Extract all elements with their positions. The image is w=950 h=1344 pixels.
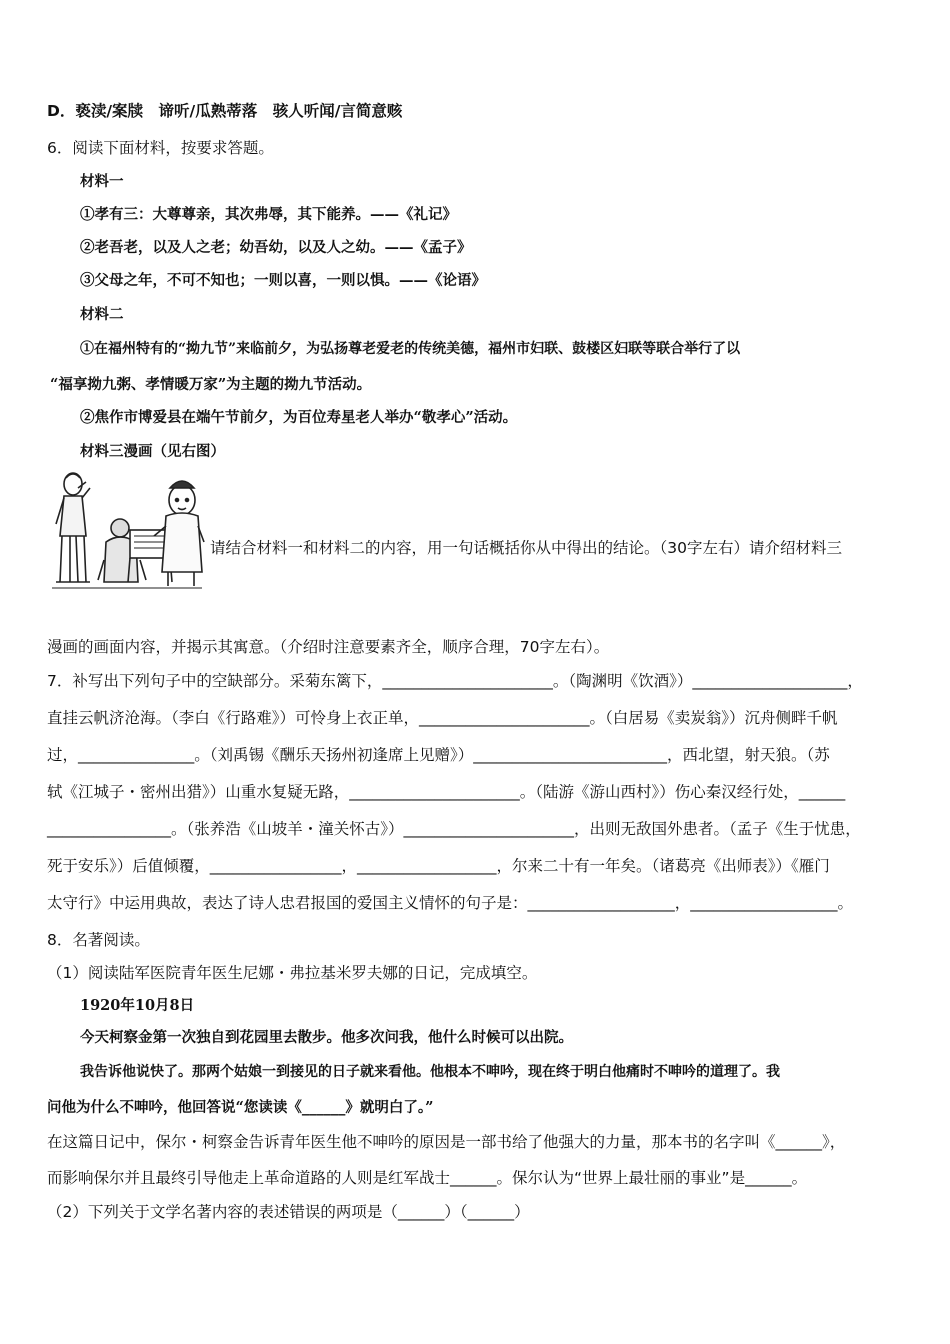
q7-line-7: 太守行》中运用典故，表达了诗人忠君报国的爱国主义情怀的句子是：___________________，___________________。: [47, 894, 854, 912]
diary-paragraph-2-line2: 问他为什么不呻吟，他回答说“您读读《______》就明白了。”: [47, 1099, 434, 1116]
q7-line-2: 直挂云帆济沧海。（李白《行路难》）可怜身上衣正单，______________________。（白居易《卖炭翁》）沉舟侧畔千帆: [47, 709, 838, 727]
material2-item1-line1: ①在福州特有的“拗九节”来临前夕，为弘扬尊老爱老的传统美德，福州市妇联、鼓楼区妇联等联合举行了以: [80, 341, 741, 357]
material2-title: 材料二: [80, 306, 124, 323]
q5-option-d: D．亵渎/案牍 谛听/瓜熟蒂落 骇人听闻/言简意赅: [47, 102, 403, 120]
material1-item-2: ②老吾老，以及人之老；幼吾幼，以及人之幼。——《孟子》: [80, 239, 472, 256]
q6-question-line1: 请结合材料一和材料二的内容，用一句话概括你从中得出的结论。（30字左右）请介绍材料三: [210, 539, 842, 557]
material1-item-1: ①孝有三：大尊尊亲，其次弗辱，其下能养。——《礼记》: [80, 206, 457, 223]
diary-date: 1920年10月8日: [80, 997, 195, 1014]
q7-line-5: ________________。（张养浩《山坡羊・潼关怀古》）______________________，出则无敌国外患者。（孟子《生于忧患，: [47, 820, 861, 838]
q8-fill-line1: 在这篇日记中，保尔・柯察金告诉青年医生他不呻吟的原因是一部书给了他强大的力量，那本书的名字叫《______》，: [47, 1133, 846, 1151]
material1-item-3: ③父母之年，不可不知也；一则以喜，一则以惧。——《论语》: [80, 272, 486, 289]
q8-fill-line2: 而影响保尔并且最终引导他走上革命道路的人则是红军战士______。保尔认为“世界上最壮丽的事业”是______。: [47, 1169, 808, 1187]
q7-line-3: 过，_______________。（刘禹锡《酬乐天扬州初逢席上见赠》）_________________________，西北望，射天狼。（苏: [47, 746, 830, 764]
q8-stem: 8．名著阅读。: [47, 931, 150, 949]
diary-paragraph-1: 今天柯察金第一次独自到花园里去散步。他多次问我，他什么时候可以出院。: [80, 1029, 573, 1046]
material1-title: 材料一: [80, 173, 124, 190]
q7-line-6: 死于安乐》）后值倾覆，_________________，__________________，尔来二十有一年矣。（诸葛亮《出师表》）《雁门: [47, 857, 830, 875]
q7-line-1: 7．补写出下列句子中的空缺部分。采菊东篱下，______________________。（陶渊明《饮酒》）____________________，: [47, 672, 863, 690]
material3-title: 材料三漫画（见右图）: [80, 443, 225, 460]
q6-question-line2: 漫画的画面内容，并揭示其寓意。（介绍时注意要素齐全，顺序合理，70字左右）。: [47, 638, 610, 656]
q6-stem: 6．阅读下面材料，按要求答题。: [47, 139, 274, 157]
q7-line-4: 轼《江城子・密州出猎》）山重水复疑无路，______________________。（陆游《游山西村》）伤心秦汉经行处，______: [47, 783, 846, 801]
cartoon-illustration: [48, 470, 208, 598]
material2-item2: ②焦作市博爱县在端午节前夕，为百位寿星老人举办“敬孝心”活动。: [80, 409, 518, 426]
q8-part1: （1）阅读陆军医院青年医生尼娜・弗拉基米罗夫娜的日记，完成填空。: [47, 964, 538, 982]
diary-paragraph-2-line1: 我告诉他说快了。那两个姑娘一到接见的日子就来看他。他根本不呻吟，现在终于明白他痛时不呻吟的道理了。我: [80, 1064, 780, 1080]
material2-item1-line2: “福享拗九粥、孝情暖万家”为主题的拗九节活动。: [50, 376, 372, 393]
q8-part2: （2）下列关于文学名著内容的表述错误的两项是（______）（______）: [47, 1203, 530, 1221]
